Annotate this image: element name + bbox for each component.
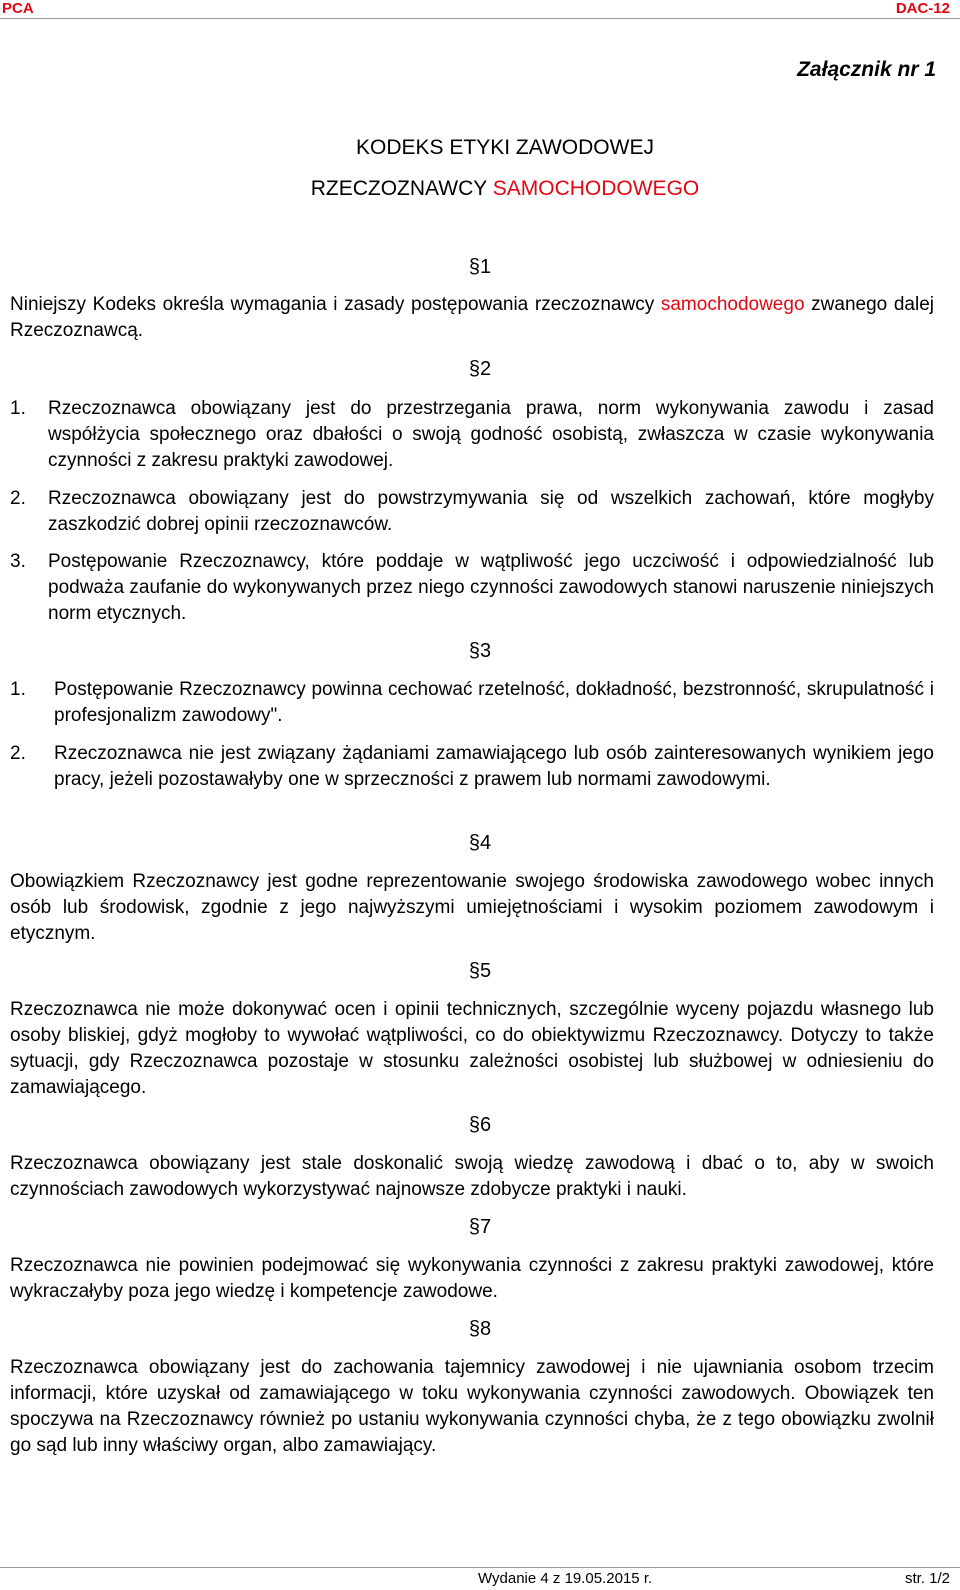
item-text: Rzeczoznawca obowiązany jest do przestrzegania prawa, norm wykonywania zawodu i zasad współżycia społecznego oraz dbałości o swoją godność osobistą, zwłaszcza w czasie wykonywania czynności z zakresu praktyki zawodowej. xyxy=(48,398,934,471)
section-6-text: Rzeczoznawca obowiązany jest stale doskonalić swoją wiedzę zawodową i dbać o to, aby w swoich czynnościach zawodowych wykorzystywać najnowsze zdobycze praktyki i nauki. xyxy=(10,1153,934,1200)
section-2-item-1 xyxy=(0,396,934,474)
page-header xyxy=(0,0,960,19)
section-3-mark: §3 xyxy=(468,640,492,662)
section-4-text: Obowiązkiem Rzeczoznawcy jest godne reprezentowanie swojego środowiska zawodowego wobec innych osób lub środowisk, zgodnie z jego najwyższymi umiejętnościami i wysokim poziomem zawodowym i etycznym. xyxy=(10,871,934,944)
header-right-code: DAC-12 xyxy=(895,0,950,17)
section-8-text: Rzeczoznawca obowiązany jest do zachowania tajemnicy zawodowej i nie ujawniania osobom trzecim informacji, które uzyskał od zamawiającego w toku wykonywania czynności zawodowych. Obowiązek ten spoczywa na Rzeczoznawcy również po ustaniu wykonywania czynności chyba, że z tego obowiązku zwolnił go sąd lub inny właściwy organ, albo zamawiający. xyxy=(10,1357,934,1456)
item-text: Rzeczoznawca obowiązany jest do powstrzymywania się od wszelkich zachowań, które mogłyby zaszkodzić dobrej opinii rzeczoznawców. xyxy=(48,488,934,535)
section-6-mark: §6 xyxy=(468,1114,492,1136)
document-title-line1: KODEKS ETYKI ZAWODOWEJ xyxy=(356,136,654,159)
item-number: 3. xyxy=(10,551,26,572)
item-text: Postępowanie Rzeczoznawcy, które poddaje w wątpliwość jego uczciwość i odpowiedzialność lub podważa zaufanie do wykonywanych przez niego czynności zawodowych stanowi naruszenie niniejszych norm etycznych. xyxy=(48,551,934,624)
title-line2-red: SAMOCHODOWEGO xyxy=(492,177,700,200)
section-2-item-2 xyxy=(0,486,934,538)
attachment-label: Załącznik nr 1 xyxy=(797,58,936,81)
section-2-mark: §2 xyxy=(468,358,492,380)
section-3-item-2 xyxy=(0,741,934,793)
section-5-text: Rzeczoznawca nie może dokonywać ocen i opinii technicznych, szczególnie wyceny pojazdu własnego lub osoby bliskiej, gdyż mogłoby to wywołać wątpliwości, co do obiektywizmu Rzeczoznawcy. Dotyczy to także sytuacji, gdy Rzeczoznawca pozostaje w stosunku zależności osobistej lub służbowej w odniesieniu do zamawiającego. xyxy=(10,999,934,1098)
section-7-text: Rzeczoznawca nie powinien podejmować się wykonywania czynności z zakresu praktyki zawodowej, które wykraczałyby poza jego wiedzę i kompetencje zawodowe. xyxy=(10,1255,934,1302)
page-number: str. 1/2 xyxy=(904,1570,950,1587)
section-7-mark: §7 xyxy=(468,1216,492,1238)
section-1-text-end: zwanego dalej Rzeczoznawcą. xyxy=(10,294,934,341)
item-number: 2. xyxy=(10,488,26,509)
section-2-item-3 xyxy=(0,549,934,627)
header-left-code: PCA xyxy=(2,0,34,17)
item-text: Postępowanie Rzeczoznawcy powinna cechować rzetelność, dokładność, bezstronność, skrupulatność i profesjonalizm zawodowy". xyxy=(54,679,934,726)
section-5-mark: §5 xyxy=(468,960,492,982)
section-4-mark: §4 xyxy=(468,832,492,854)
item-number: 1. xyxy=(10,679,26,700)
document-title-line2 xyxy=(0,177,960,201)
title-line2-black: RZECZOZNAWCY xyxy=(310,177,493,200)
section-1-mark: §1 xyxy=(468,256,492,278)
section-1-text xyxy=(10,292,934,344)
item-number: 1. xyxy=(10,398,26,419)
item-text: Rzeczoznawca nie jest związany żądaniami zamawiającego lub osób zainteresowanych wynikiem jego pracy, jeżeli pozostawałyby one w sprzeczności z prawem lub normami zawodowymi. xyxy=(54,743,934,790)
item-number: 2. xyxy=(10,743,26,764)
page-footer xyxy=(0,1567,960,1590)
section-1-text-black: Niniejszy Kodeks określa wymagania i zasady postępowania rzeczoznawcy xyxy=(10,294,661,315)
section-1-text-red: samochodowego xyxy=(660,294,805,315)
section-3-item-1 xyxy=(0,677,934,729)
edition-info: Wydanie 4 z 19.05.2015 r. xyxy=(478,1570,653,1587)
section-8-mark: §8 xyxy=(468,1318,492,1340)
